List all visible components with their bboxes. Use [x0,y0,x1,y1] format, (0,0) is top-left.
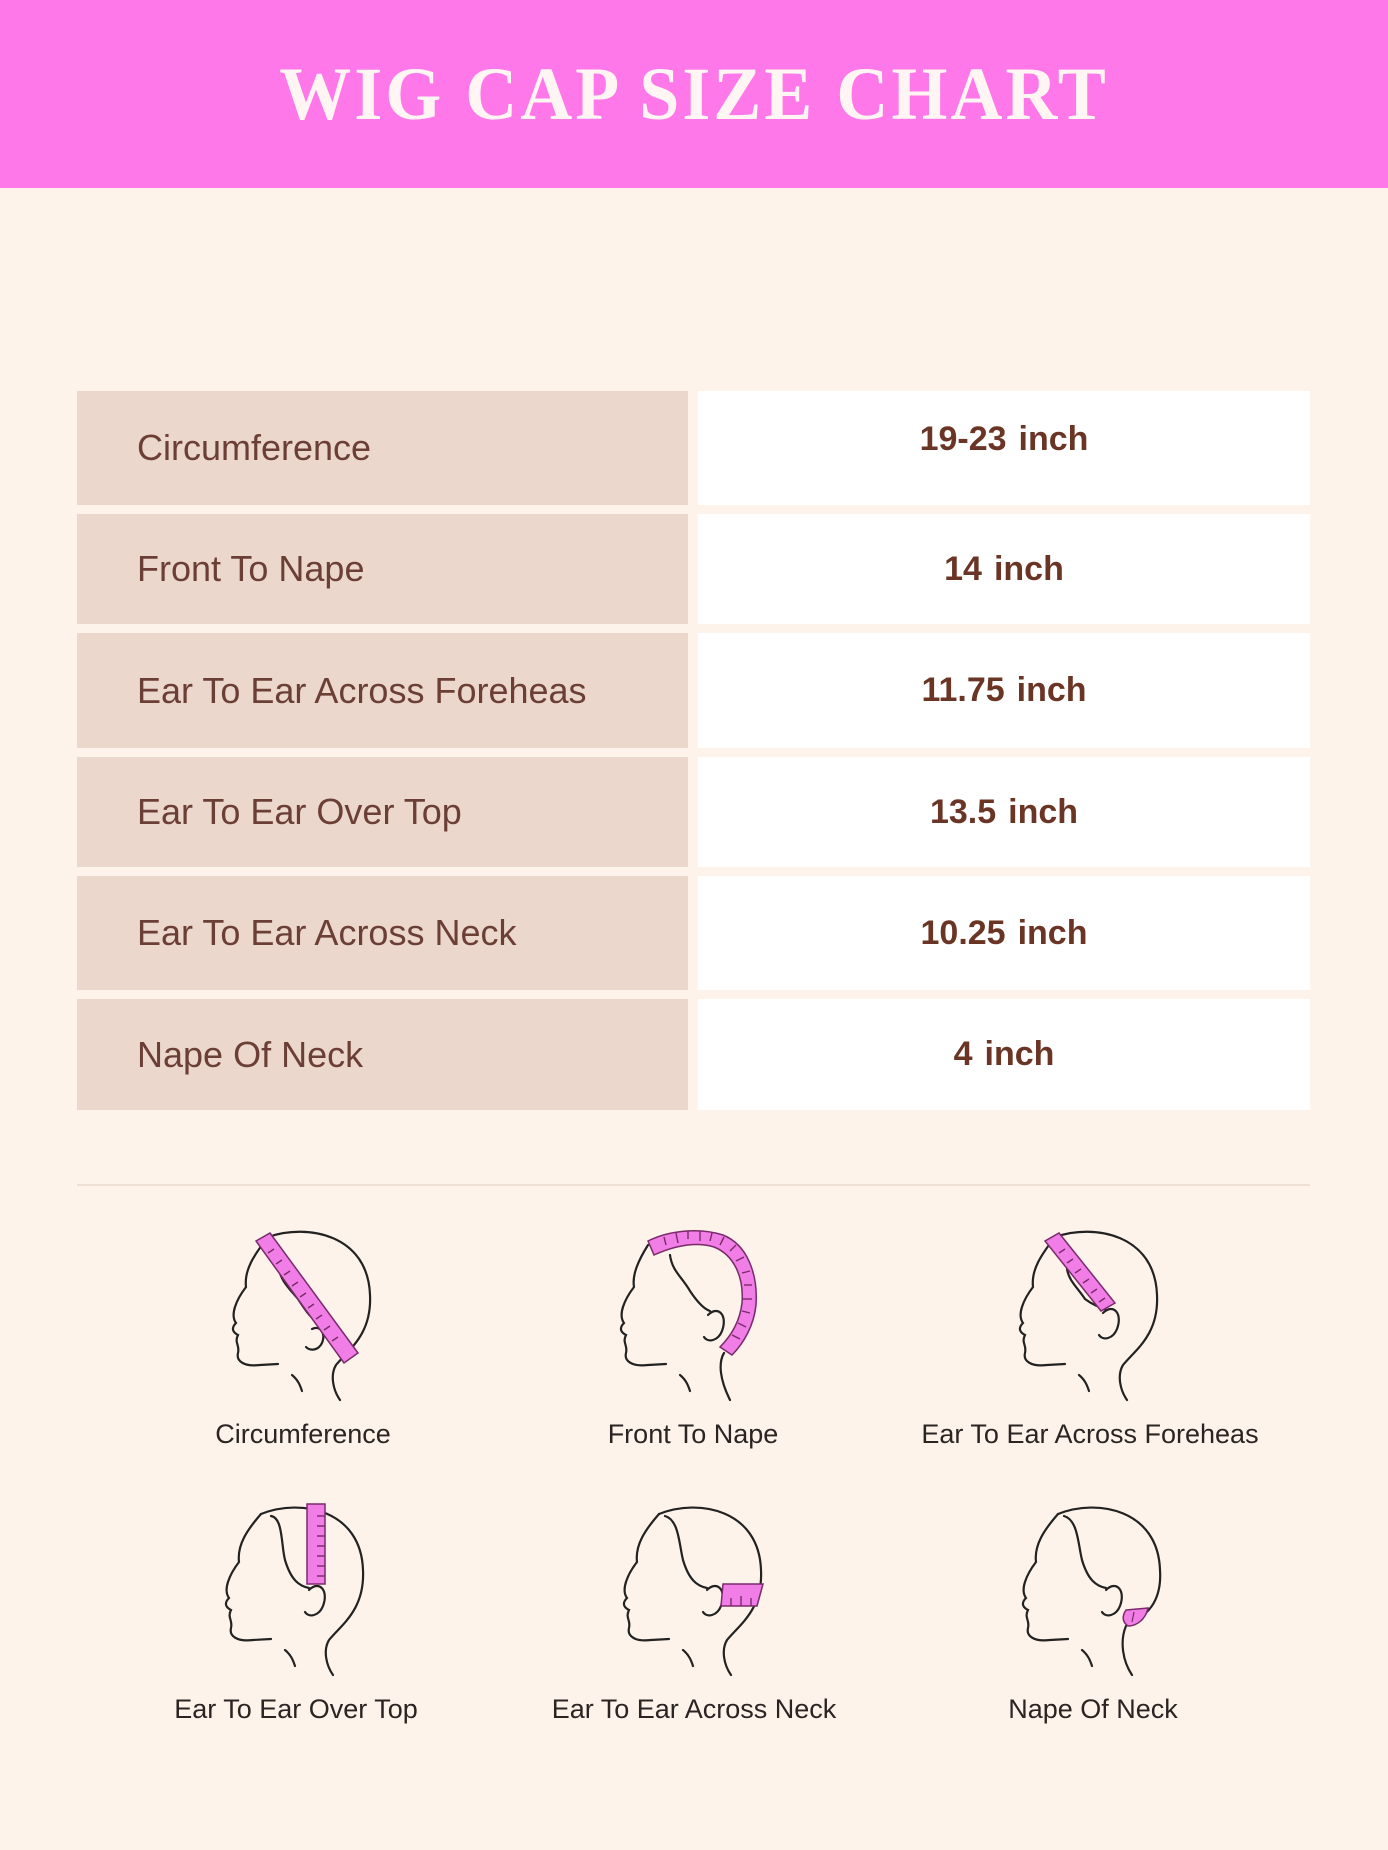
value-unit: inch [1008,792,1079,831]
page-title: WIG CAP SIZE CHART [279,51,1109,136]
value-number: 4 [953,1035,973,1073]
measurement-label: Ear To Ear Across Foreheas [77,633,688,748]
value-unit: inch [984,1035,1055,1073]
head-tape-nape-icon [1008,1500,1178,1680]
illustration-caption: Ear To Ear Across Neck [551,1694,837,1724]
table-row [77,999,1310,1110]
table-row [77,757,1310,867]
illustration-caption: Front To Nape [607,1419,779,1449]
table-row [77,876,1310,990]
measurement-label: Ear To Ear Across Neck [77,876,688,990]
illustration-caption: Nape Of Neck [1008,1694,1178,1724]
value-number: 19-23 [919,419,1007,458]
measurement-value [698,514,1310,624]
illustration-caption: Ear To Ear Over Top [174,1694,418,1724]
head-tape-over-top-icon [211,1500,381,1680]
value-unit: inch [993,549,1064,588]
illustration-forehead [890,1225,1290,1450]
table-row [77,391,1310,505]
measurement-value [698,633,1310,748]
value-number: 13.5 [929,792,997,831]
illustration-nape [893,1500,1293,1725]
measurement-label: Circumference [77,391,688,505]
measurement-value [698,391,1310,505]
measurement-value [698,999,1310,1110]
illustration-over-top [96,1500,496,1725]
illustration-circumference [103,1225,503,1450]
measurement-label: Front To Nape [77,514,688,624]
value-number: 10.25 [920,913,1006,952]
illustration-caption: Ear To Ear Across Foreheas [921,1419,1259,1449]
value-number: 14 [944,549,982,588]
value-number: 11.75 [921,671,1005,709]
illustration-across-neck [494,1500,894,1725]
head-tape-front-to-nape-icon [608,1225,778,1405]
head-tape-across-neck-icon [609,1500,779,1680]
head-tape-circumference-icon [218,1225,388,1405]
value-unit: inch [1018,419,1089,458]
value-unit: inch [1017,913,1088,952]
title-banner [0,0,1388,188]
measurement-label: Ear To Ear Over Top [77,757,688,867]
head-tape-forehead-icon [1005,1225,1175,1405]
measurement-label: Nape Of Neck [77,999,688,1110]
section-divider [77,1184,1310,1186]
illustration-front-to-nape [493,1225,893,1450]
measurement-value [698,757,1310,867]
measurement-value [698,876,1310,990]
table-row [77,633,1310,748]
value-unit: inch [1016,671,1087,709]
size-table [77,391,1310,1119]
table-row [77,514,1310,624]
illustration-caption: Circumference [215,1419,391,1449]
